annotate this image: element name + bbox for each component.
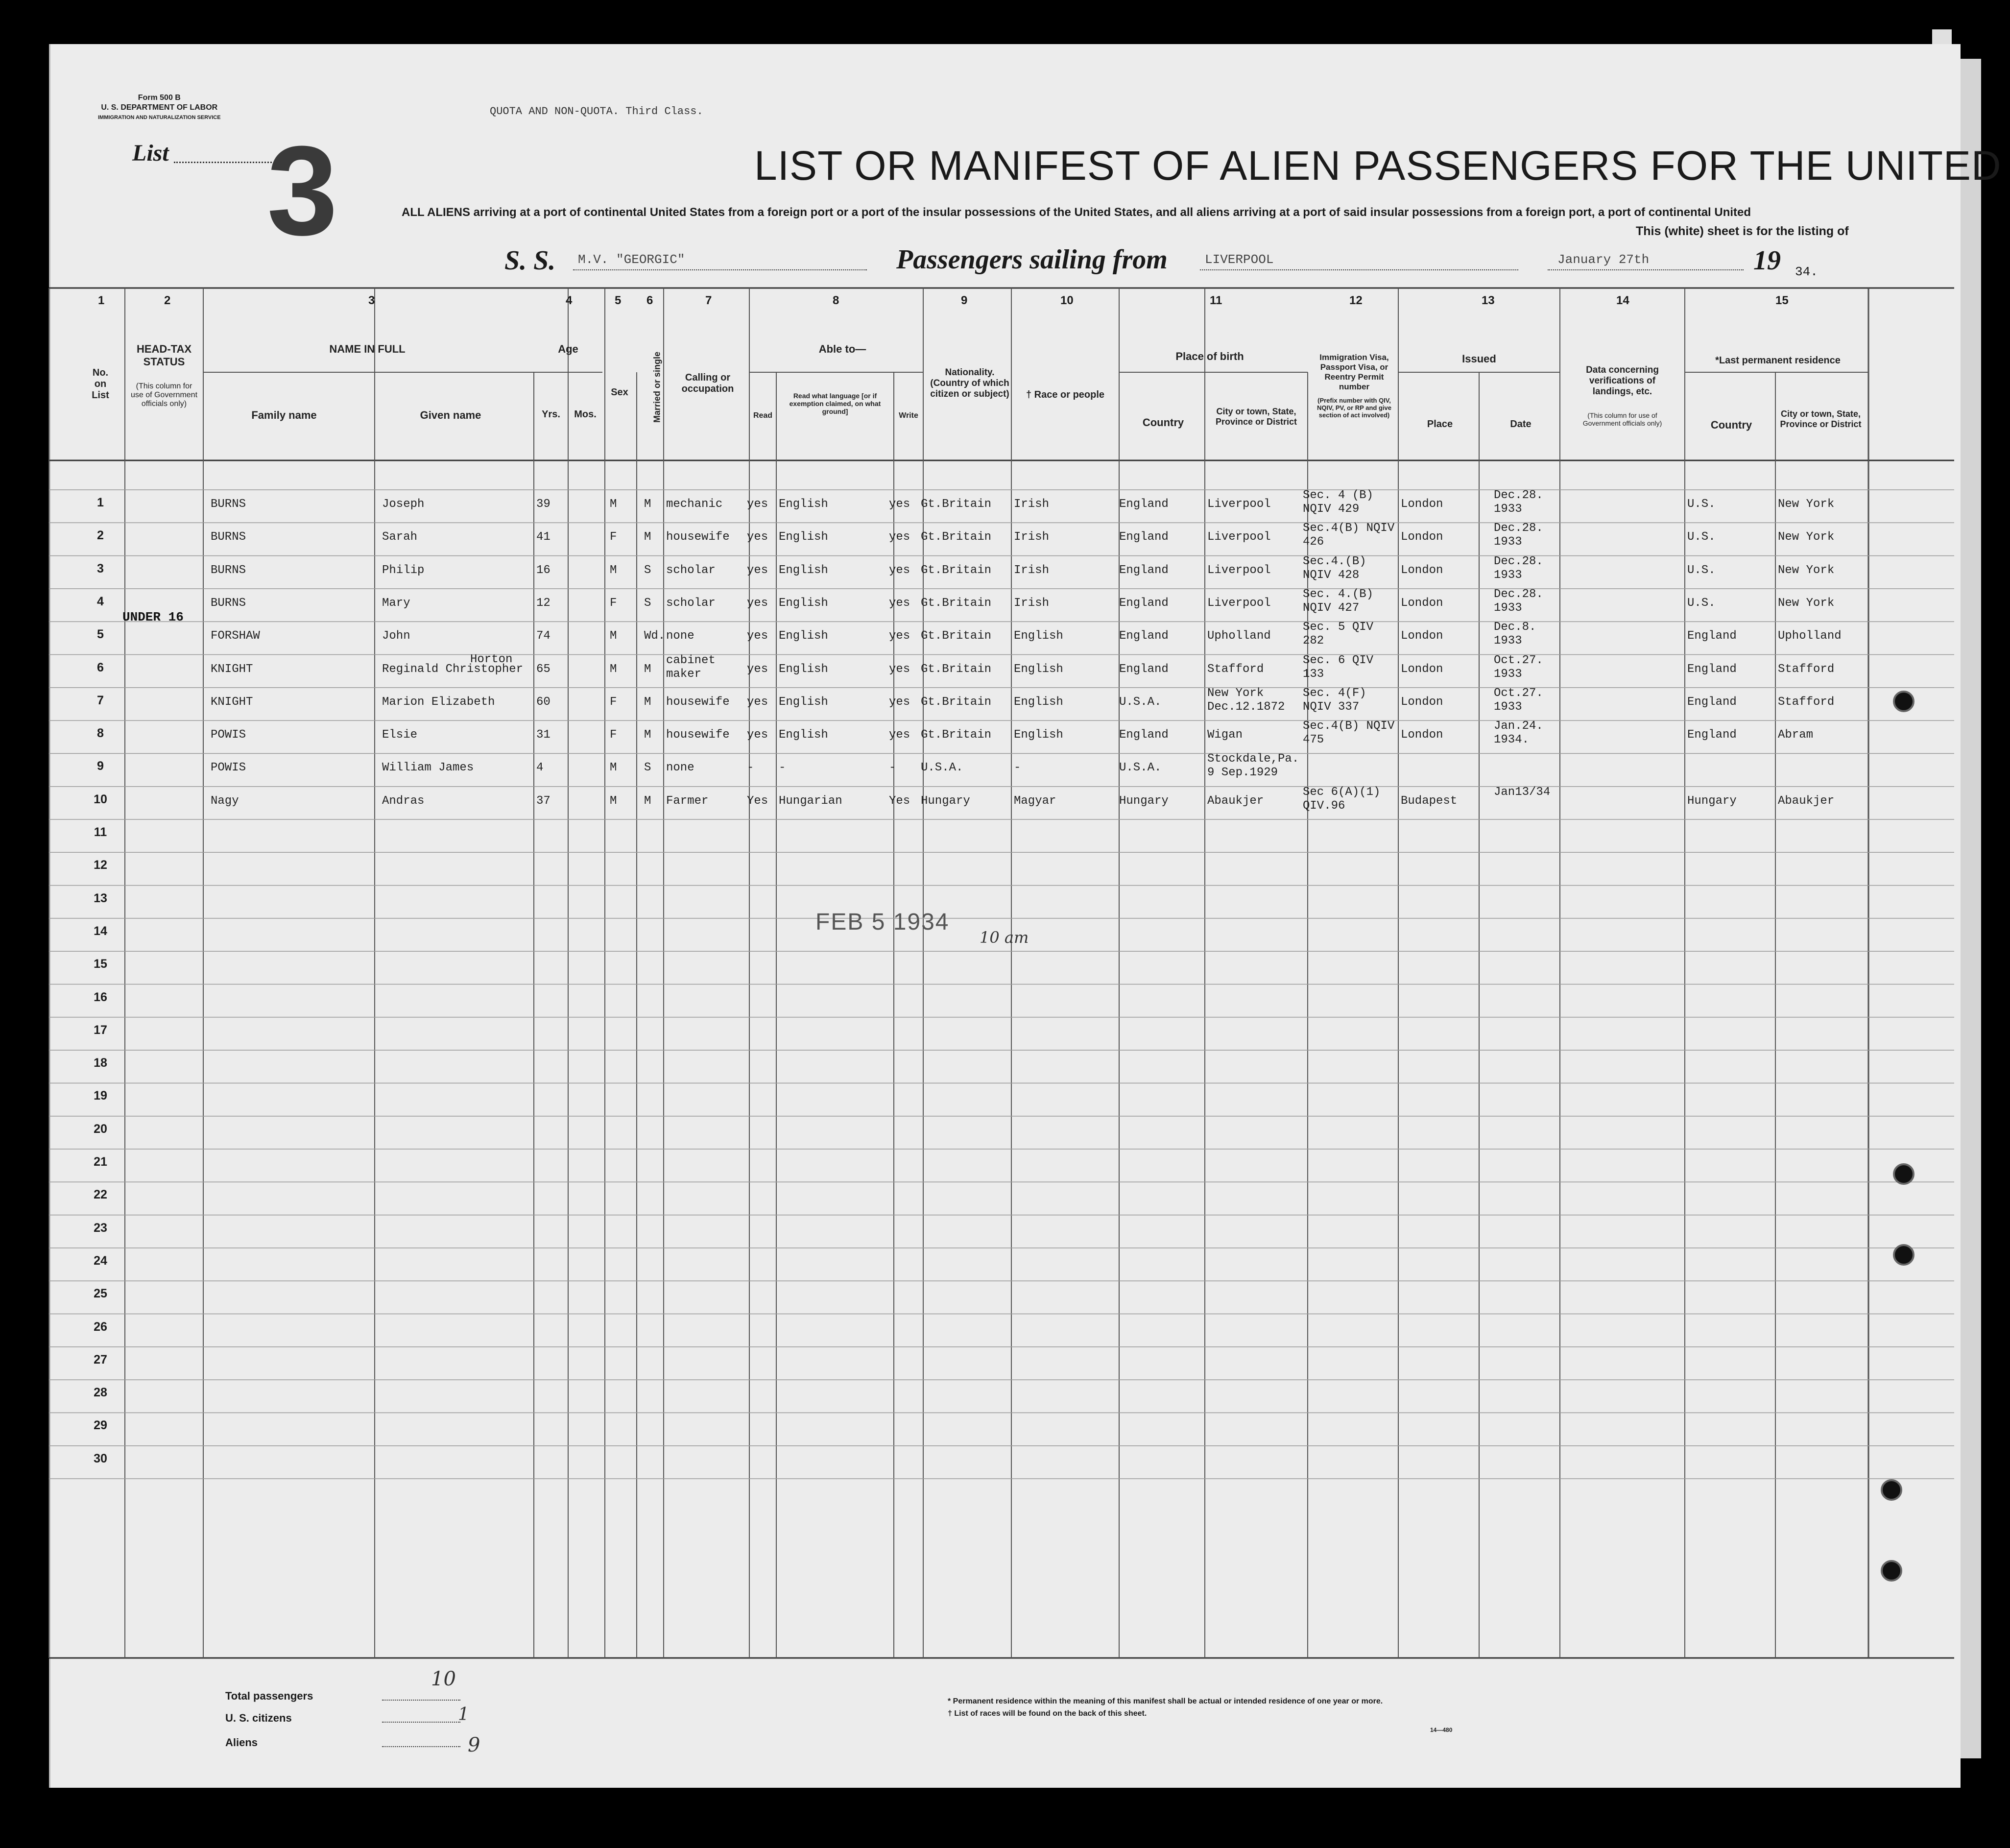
cell-place: London <box>1401 530 1443 544</box>
cell-date: Dec.28. 1933 <box>1494 587 1543 615</box>
row-number: 1 <box>97 496 104 509</box>
cell-ms: M <box>644 728 651 742</box>
cell-date: Dec.28. 1933 <box>1494 489 1543 516</box>
cell-language: English <box>779 728 828 742</box>
header-race: † Race or people <box>1026 389 1105 400</box>
cell-read: yes <box>747 563 768 577</box>
quota-line: QUOTA AND NON-QUOTA. Third Class. <box>490 105 703 118</box>
sailing-label: Passengers sailing from <box>896 244 1168 275</box>
cell-language: English <box>779 596 828 610</box>
cell-birth-country: England <box>1119 629 1169 643</box>
cell-birth-city: Upholland <box>1207 629 1271 643</box>
row-number: 4 <box>97 594 104 608</box>
cell-occupation: scholar <box>666 563 716 577</box>
cell-birth-city: New York Dec.12.1872 <box>1207 686 1285 714</box>
header-married-or-single: Married or single <box>652 351 662 423</box>
cell-sex: M <box>610 794 617 808</box>
col-number-11: 11 <box>1210 294 1222 307</box>
total-rule <box>382 1700 460 1701</box>
row-number: 6 <box>97 660 104 674</box>
col-number-2: 2 <box>164 294 171 307</box>
cell-race: English <box>1014 728 1063 742</box>
cell-given: Mary <box>382 596 410 610</box>
total-passengers-label: Total passengers <box>225 1690 313 1702</box>
cell-sex: M <box>610 629 617 643</box>
binder-hole <box>1893 1163 1914 1185</box>
cell-ms: M <box>644 695 651 709</box>
cell-write: Yes <box>889 794 910 808</box>
cell-nationality: Gt.Britain <box>921 530 992 544</box>
subtitle-line-2: This (white) sheet is for the listing of <box>1636 224 1849 238</box>
header-head-tax: HEAD-TAX STATUS <box>136 343 192 368</box>
cell-occupation: scholar <box>666 596 716 610</box>
cell-visa: Sec 6(A)(1) QIV.96 <box>1303 785 1381 813</box>
header-no-on-list: No. on List <box>92 367 109 401</box>
cell-read: yes <box>747 728 768 742</box>
cell-race: Irish <box>1014 498 1050 511</box>
row-number: 30 <box>94 1451 107 1465</box>
row-number: 19 <box>94 1089 107 1103</box>
cell-given: Joseph <box>382 498 425 511</box>
cell-write: yes <box>889 563 910 577</box>
cell-sex: F <box>610 530 617 544</box>
cell-read: Yes <box>747 794 768 808</box>
cell-race: - <box>1014 761 1021 775</box>
row-number: 27 <box>94 1352 107 1367</box>
cell-read: yes <box>747 695 768 709</box>
row-number: 28 <box>94 1386 107 1400</box>
cell-sex: F <box>610 728 617 742</box>
cell-family: BURNS <box>211 498 246 511</box>
cell-birth-city: Liverpool <box>1207 498 1271 511</box>
binder-hole <box>1893 691 1914 712</box>
cell-visa: Sec. 6 QIV 133 <box>1303 653 1374 681</box>
cell-language: English <box>779 530 828 544</box>
col-number-4: 4 <box>566 294 573 307</box>
header-name-in-full: NAME IN FULL <box>329 343 406 355</box>
binder-hole <box>1881 1479 1902 1501</box>
col-number-14: 14 <box>1616 294 1629 307</box>
cell-res-city: New York <box>1778 563 1835 577</box>
cell-place: London <box>1401 563 1443 577</box>
cell-visa: Sec.4.(B) NQIV 428 <box>1303 554 1366 582</box>
grid-column-lines <box>49 288 1868 1658</box>
header-issued: Issued <box>1462 353 1496 365</box>
row-number: 13 <box>94 891 107 905</box>
col-number-15: 15 <box>1775 294 1789 307</box>
cell-yrs: 74 <box>536 629 550 643</box>
cell-visa: Sec. 4 (B) NQIV 429 <box>1303 489 1374 516</box>
sailing-port: LIVERPOOL <box>1205 252 1274 267</box>
cell-ms: M <box>644 530 651 544</box>
cell-family: KNIGHT <box>211 695 253 709</box>
col-number-6: 6 <box>646 294 653 307</box>
cell-date: Oct.27. 1933 <box>1494 686 1543 714</box>
row-number: 22 <box>94 1188 107 1202</box>
cell-nationality: Gt.Britain <box>921 563 992 577</box>
row-number: 15 <box>94 957 107 971</box>
row-number: 5 <box>97 627 104 642</box>
col-number-5: 5 <box>615 294 622 307</box>
cell-yrs: 16 <box>536 563 550 577</box>
row-number: 2 <box>97 528 104 543</box>
row-number: 25 <box>94 1287 107 1301</box>
cell-date: Jan13/34 <box>1494 785 1551 799</box>
cell-yrs: 4 <box>536 761 544 775</box>
cell-family: BURNS <box>211 596 246 610</box>
cell-yrs: 60 <box>536 695 550 709</box>
cell-occupation: none <box>666 761 694 775</box>
cell-res-country: U.S. <box>1687 596 1716 610</box>
cell-race: English <box>1014 695 1063 709</box>
cell-write: yes <box>889 629 910 643</box>
cell-language: English <box>779 662 828 676</box>
row-number: 18 <box>94 1056 107 1070</box>
cell-language: English <box>779 629 828 643</box>
cell-ms: M <box>644 662 651 676</box>
cell-race: Irish <box>1014 563 1050 577</box>
cell-birth-country: U.S.A. <box>1119 761 1162 775</box>
citizens-rule <box>382 1722 460 1723</box>
cell-birth-country: Hungary <box>1119 794 1169 808</box>
grid-main-lines <box>49 288 1954 1658</box>
row-number: 14 <box>94 924 107 938</box>
cell-given: William James <box>382 761 474 775</box>
row-number: 7 <box>97 693 104 707</box>
cell-nationality: Gt.Britain <box>921 498 992 511</box>
cell-ms: M <box>644 794 651 808</box>
col-number-8: 8 <box>833 294 839 307</box>
header-res-country: Country <box>1710 419 1752 431</box>
header-res-city: City or town, State, Province or District <box>1780 409 1862 429</box>
footnote-races: † List of races will be found on the back of this sheet. <box>948 1709 1147 1718</box>
col-number-10: 10 <box>1060 294 1074 307</box>
cell-ms: S <box>644 563 651 577</box>
form-number: Form 500 B <box>138 94 181 102</box>
department-name: U. S. DEPARTMENT OF LABOR <box>101 103 218 112</box>
row-number: 26 <box>94 1320 107 1334</box>
cell-sex: F <box>610 596 617 610</box>
cell-given: Sarah <box>382 530 418 544</box>
cell-place: London <box>1401 629 1443 643</box>
cell-given: Andras <box>382 794 425 808</box>
aliens-value: 9 <box>468 1734 480 1756</box>
cell-place: London <box>1401 695 1443 709</box>
header-mos: Mos. <box>574 409 597 420</box>
binder-hole <box>1893 1244 1914 1266</box>
header-sex: Sex <box>611 387 628 398</box>
cell-family: KNIGHT <box>211 662 253 676</box>
col-number-9: 9 <box>961 294 968 307</box>
cell-nationality: Hungary <box>921 794 970 808</box>
cell-nationality: Gt.Britain <box>921 728 992 742</box>
cell-read: yes <box>747 662 768 676</box>
header-head-tax-note: (This column for use of Government officials only) <box>130 382 198 408</box>
header-last-residence: *Last permanent residence <box>1715 355 1841 366</box>
row-number: 20 <box>94 1122 107 1136</box>
total-passengers-value: 10 <box>431 1668 456 1690</box>
cell-sex: M <box>610 761 617 775</box>
cell-birth-country: England <box>1119 662 1169 676</box>
cell-birth-city: Wigan <box>1207 728 1243 742</box>
cell-family: Nagy <box>211 794 239 808</box>
cell-ms: S <box>644 761 651 775</box>
date-stamp: FEB 5 1934 <box>815 909 950 935</box>
header-read-language: Read what language [or if exemption claimed, on what ground] <box>789 392 881 415</box>
cell-res-city: New York <box>1778 596 1835 610</box>
cell-occupation: mechanic <box>666 498 723 511</box>
cell-visa: Sec. 5 QIV 282 <box>1303 621 1374 648</box>
cell-read: yes <box>747 498 768 511</box>
cell-nationality: Gt.Britain <box>921 629 992 643</box>
cell-sex: F <box>610 695 617 709</box>
cell-read: yes <box>747 629 768 643</box>
cell-birth-city: Abaukjer <box>1207 794 1264 808</box>
row-number: 9 <box>97 759 104 773</box>
under-16-stamp: UNDER 16 <box>122 610 184 624</box>
cell-write: yes <box>889 662 910 676</box>
header-write: Write <box>899 411 918 420</box>
cell-res-city: Abaukjer <box>1778 794 1835 808</box>
cell-family: POWIS <box>211 728 246 742</box>
cell-birth-country: England <box>1119 728 1169 742</box>
cell-given: Elsie <box>382 728 418 742</box>
subtitle-line-1: ALL ALIENS arriving at a port of continental United States from a foreign port or a port of the insular possessions of the United States, and all aliens arriving at a port of said insular possessions from a foreign port, a port of continental United <box>402 206 1751 219</box>
cell-res-country: England <box>1687 629 1737 643</box>
cell-ms: S <box>644 596 651 610</box>
grid-row-lines <box>49 490 1954 1479</box>
sailing-date: January 27th <box>1557 252 1650 267</box>
cell-occupation: housewife <box>666 530 730 544</box>
row-number: 3 <box>97 561 104 576</box>
cell-family: FORSHAW <box>211 629 260 643</box>
cell-res-country: U.S. <box>1687 498 1716 511</box>
cell-nationality: Gt.Britain <box>921 596 992 610</box>
cell-res-country: England <box>1687 662 1737 676</box>
header-age: Age <box>558 343 578 355</box>
cell-res-country: England <box>1687 695 1737 709</box>
cell-res-city: Stafford <box>1778 695 1835 709</box>
cell-language: English <box>779 695 828 709</box>
service-name: IMMIGRATION AND NATURALIZATION SERVICE <box>98 115 221 120</box>
header-visa: Immigration Visa, Passport Visa, or Reentry Permit number <box>1319 353 1389 391</box>
cell-family: BURNS <box>211 563 246 577</box>
header-issued-date: Date <box>1510 419 1531 430</box>
list-number-stamp: 3 <box>267 120 338 262</box>
row-number: 23 <box>94 1221 107 1235</box>
cell-birth-country: England <box>1119 563 1169 577</box>
cell-yrs: 41 <box>536 530 550 544</box>
cell-yrs: 39 <box>536 498 550 511</box>
cell-write: yes <box>889 695 910 709</box>
cell-date: Jan.24. 1934. <box>1494 720 1543 747</box>
cell-visa: Sec.4(B) NQIV 426 <box>1303 522 1395 549</box>
header-family-name: Family name <box>251 409 317 421</box>
cell-language: English <box>779 498 828 511</box>
row-number: 10 <box>94 792 107 806</box>
cell-ms: Wd. <box>644 629 666 643</box>
cell-res-country: U.S. <box>1687 563 1716 577</box>
cell-occupation: cabinet maker <box>666 653 716 681</box>
header-place-of-birth: Place of birth <box>1175 350 1244 362</box>
cell-birth-country: England <box>1119 596 1169 610</box>
cell-res-country: Hungary <box>1687 794 1737 808</box>
year-prefix: 19 <box>1753 245 1781 276</box>
binder-hole <box>1881 1560 1902 1582</box>
cell-race: English <box>1014 629 1063 643</box>
header-visa-note: (Prefix number with QIV, NQIV, PV, or RP and give section of act involved) <box>1317 397 1391 419</box>
row-number: 11 <box>94 825 107 839</box>
header-yrs: Yrs. <box>542 409 560 420</box>
col-number-12: 12 <box>1349 294 1363 307</box>
cell-read: yes <box>747 596 768 610</box>
header-read: Read <box>753 411 773 420</box>
cell-given: Reginald Christopher <box>382 662 524 676</box>
cell-birth-country: U.S.A. <box>1119 695 1162 709</box>
cell-write: - <box>889 761 896 775</box>
ss-label: S. S. <box>504 245 556 276</box>
cell-visa: Sec.4(B) NQIV 475 <box>1303 720 1395 747</box>
cell-write: yes <box>889 498 910 511</box>
row-number: 29 <box>94 1418 107 1433</box>
cell-yrs: 65 <box>536 662 550 676</box>
cell-date: Dec.8. 1933 <box>1494 621 1536 648</box>
cell-date: Dec.28. 1933 <box>1494 522 1543 549</box>
row-number: 16 <box>94 990 107 1004</box>
cell-language: Hungarian <box>779 794 842 808</box>
cell-occupation: Farmer <box>666 794 709 808</box>
cell-date: Oct.27. 1933 <box>1494 653 1543 681</box>
header-birth-country: Country <box>1142 416 1184 429</box>
page-title: LIST OR MANIFEST OF ALIEN PASSENGERS FOR THE UNITED <box>754 143 2002 189</box>
row-number: 8 <box>97 726 104 741</box>
cell-place: London <box>1401 662 1443 676</box>
cell-family: BURNS <box>211 530 246 544</box>
cell-given: Philip <box>382 563 425 577</box>
cell-nationality: Gt.Britain <box>921 662 992 676</box>
us-citizens-value: 1 <box>458 1704 469 1725</box>
cell-place: London <box>1401 728 1443 742</box>
cell-date: Dec.28. 1933 <box>1494 554 1543 582</box>
cell-language: English <box>779 563 828 577</box>
cell-race: English <box>1014 662 1063 676</box>
cell-place: London <box>1401 498 1443 511</box>
cell-ms: M <box>644 498 651 511</box>
cell-read: - <box>747 761 754 775</box>
header-issued-place: Place <box>1427 419 1453 430</box>
footnote-residence: * Permanent residence within the meaning of this manifest shall be actual or intended residence of one year or more. <box>948 1697 1383 1705</box>
header-nationality: Nationality. (Country of which citizen or subject) <box>930 367 1009 399</box>
header-calling: Calling or occupation <box>681 372 734 394</box>
cell-yrs: 37 <box>536 794 550 808</box>
cell-yrs: 12 <box>536 596 550 610</box>
header-data-concerning: Data concerning verifications of landings, etc. <box>1586 365 1659 397</box>
col-number-1: 1 <box>98 294 105 307</box>
cell-sex: M <box>610 662 617 676</box>
cell-place: London <box>1401 596 1443 610</box>
cell-place: Budapest <box>1401 794 1458 808</box>
handwritten-time: 10 am <box>980 928 1029 947</box>
cell-race: Irish <box>1014 596 1050 610</box>
row-number: 21 <box>94 1155 107 1169</box>
cell-nationality: U.S.A. <box>921 761 963 775</box>
form-code: 14—480 <box>1430 1727 1453 1733</box>
cell-visa: Sec. 4.(B) NQIV 427 <box>1303 587 1374 615</box>
cell-occupation: housewife <box>666 695 730 709</box>
cell-birth-city: Stafford <box>1207 662 1264 676</box>
ship-name: M.V. "GEORGIC" <box>578 252 685 267</box>
col-number-13: 13 <box>1482 294 1495 307</box>
cell-occupation: none <box>666 629 694 643</box>
header-birth-city: City or town, State, Province or District <box>1215 407 1297 427</box>
cell-write: yes <box>889 596 910 610</box>
cell-birth-city: Liverpool <box>1207 530 1271 544</box>
cell-sex: M <box>610 563 617 577</box>
row-number: 12 <box>94 858 107 872</box>
cell-res-city: Upholland <box>1778 629 1842 643</box>
cell-given-extra: Horton <box>470 652 513 666</box>
cell-write: yes <box>889 530 910 544</box>
cell-language: - <box>779 761 786 775</box>
col-number-3: 3 <box>368 294 375 307</box>
cell-read: yes <box>747 530 768 544</box>
cell-res-country: England <box>1687 728 1737 742</box>
cell-sex: M <box>610 498 617 511</box>
cell-race: Magyar <box>1014 794 1056 808</box>
cell-given: John <box>382 629 410 643</box>
cell-visa: Sec. 4(F) NQIV 337 <box>1303 686 1366 714</box>
cell-birth-city: Stockdale,Pa. 9 Sep.1929 <box>1207 752 1299 780</box>
cell-res-city: Abram <box>1778 728 1814 742</box>
year-suffix: 34. <box>1795 264 1818 279</box>
col-number-7: 7 <box>705 294 712 307</box>
cell-res-city: New York <box>1778 530 1835 544</box>
cell-birth-city: Liverpool <box>1207 596 1271 610</box>
cell-occupation: housewife <box>666 728 730 742</box>
cell-res-city: Stafford <box>1778 662 1835 676</box>
cell-nationality: Gt.Britain <box>921 695 992 709</box>
aliens-label: Aliens <box>225 1736 258 1749</box>
cell-given: Marion Elizabeth <box>382 695 495 709</box>
list-label: List <box>132 140 169 166</box>
cell-birth-country: England <box>1119 498 1169 511</box>
cell-family: POWIS <box>211 761 246 775</box>
row-number: 24 <box>94 1253 107 1268</box>
aliens-rule <box>382 1746 460 1747</box>
cell-birth-city: Liverpool <box>1207 563 1271 577</box>
header-given-name: Given name <box>420 409 481 421</box>
row-number: 17 <box>94 1023 107 1037</box>
cell-res-city: New York <box>1778 498 1835 511</box>
cell-birth-country: England <box>1119 530 1169 544</box>
header-able-to: Able to— <box>818 343 866 355</box>
cell-race: Irish <box>1014 530 1050 544</box>
cell-res-country: U.S. <box>1687 530 1716 544</box>
us-citizens-label: U. S. citizens <box>225 1712 292 1724</box>
cell-write: yes <box>889 728 910 742</box>
header-data-note: (This column for use of Government officials only) <box>1582 411 1662 427</box>
cell-yrs: 31 <box>536 728 550 742</box>
